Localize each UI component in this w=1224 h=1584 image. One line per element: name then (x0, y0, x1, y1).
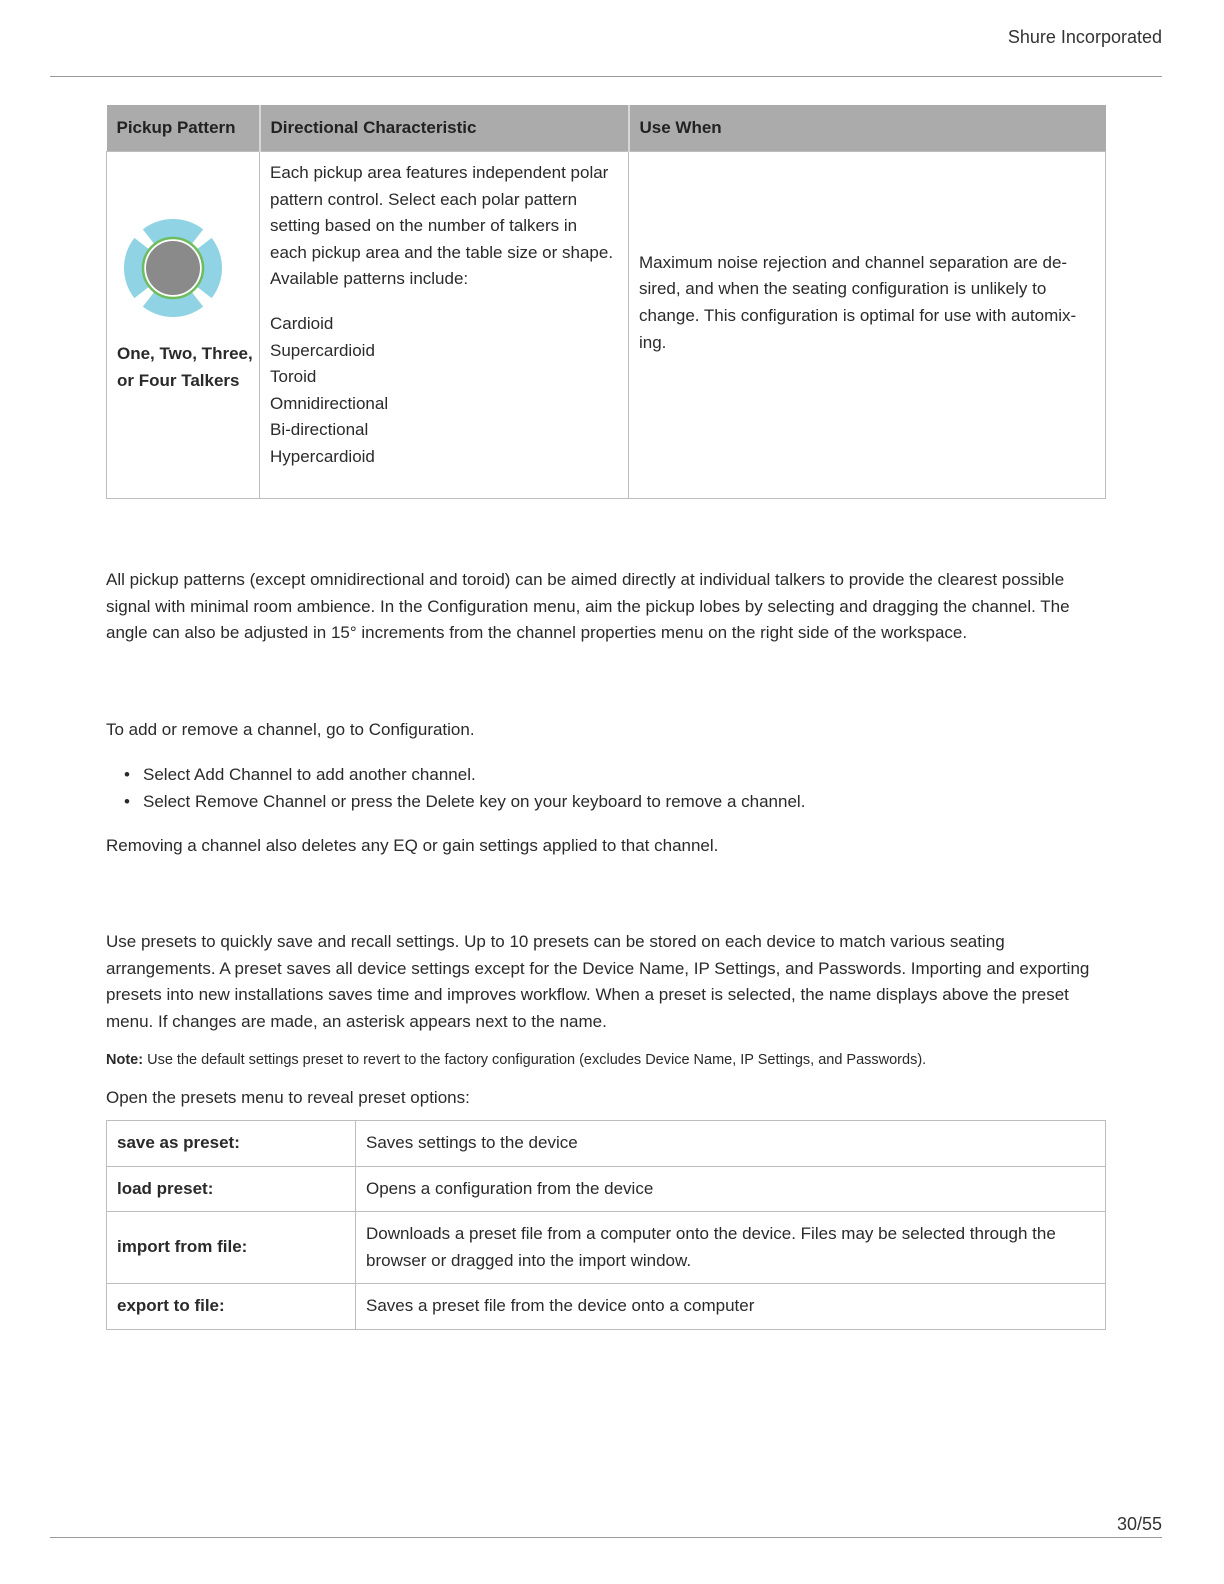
note-label: Note: (106, 1052, 144, 1068)
option-description: Saves settings to the device (356, 1121, 1106, 1167)
pattern-lobe-3 (143, 292, 203, 317)
list-item: Bi-directional (270, 420, 369, 440)
pattern-lobe-1 (143, 219, 203, 244)
list-item: Toroid (270, 367, 317, 387)
list-item: Hypercardioid (270, 446, 375, 466)
option-description: Opens a configuration from the device (356, 1166, 1106, 1212)
table-row (107, 1166, 1106, 1212)
header-company-name: Shure Incorporated (1007, 27, 1162, 47)
table-row (107, 152, 1106, 499)
option-name: save as preset: (107, 1121, 356, 1167)
use-when-cell (629, 152, 1106, 499)
table-row (107, 1212, 1106, 1284)
note-text: Use the default settings preset to revert to the factory configuration (excludes Device Name, IP Settings, and Passwords). (147, 1052, 927, 1068)
list-item: Supercardioid (270, 340, 375, 360)
aim-lobes-paragraph: All pickup patterns (except omnidirectional and toroid) can be aimed directly at individual talkers to provide the clearest possible signal with minimal room ambience. In the Configuration menu, aim the pickup lobes by selecting and dragging the channel. The angle can also be adjusted in 15° increments from the channel properties menu on the right side of the workspace. (106, 570, 1070, 643)
list-item: • Select Remove Channel or press the Delete key on your keyboard to remove a channel. (106, 789, 1106, 816)
option-name: export to file: (107, 1284, 356, 1330)
column-header-directional-characteristic: Directional Characteristic (260, 105, 629, 152)
pickup-pattern-table (106, 105, 1106, 499)
pattern-list (270, 311, 618, 471)
talkers-label: One, Two, Three, or Four Talkers (117, 344, 253, 390)
removing-channel-note: Removing a channel also deletes any EQ or gain settings applied to that channel. (106, 836, 719, 855)
preset-options-table (106, 1120, 1106, 1330)
option-description: Saves a preset file from the device onto a computer (356, 1284, 1106, 1330)
column-header-use-when: Use When (629, 105, 1106, 152)
pickup-pattern-cell (107, 152, 260, 499)
page-number: 30/55 (1116, 1514, 1162, 1534)
table-row (107, 1121, 1106, 1167)
pattern-lobe-2 (197, 238, 222, 298)
add-remove-channel-intro: To add or remove a channel, go to Configuration. (106, 720, 475, 739)
list-item: Omnidirectional (270, 393, 389, 413)
header-divider (50, 76, 1162, 77)
footer-divider (50, 1537, 1162, 1538)
list-item: Cardioid (270, 313, 334, 333)
presets-note (106, 1050, 1106, 1070)
presets-paragraph: Use presets to quickly save and recall settings. Up to 10 presets can be stored on each device to match various seating arrangements. A preset saves all device settings except for the Device Name, IP Settings, and Passwords. Importing and exporting presets into new installations saves time and improves workflow. When a preset is selected, the name displays above the preset menu. If changes are made, an asterisk appears next to the name. (106, 932, 1090, 1031)
pattern-lobe-4 (124, 238, 149, 298)
use-when-text: Maximum noise rejection and channel separation are desired, and when the seating configuration is unlikely to change. This configuration is optimal for use with automixing. (639, 252, 1077, 352)
pattern-description: Each pickup area features independent polar pattern control. Select each polar pattern setting based on the number of talkers in each pickup area and the table size or shape. Available patterns include: (270, 163, 614, 289)
directional-characteristic-cell (260, 152, 629, 499)
option-name: load preset: (107, 1166, 356, 1212)
multi-lobe-pattern-icon (123, 218, 223, 318)
list-item: • Select Add Channel to add another channel. (106, 762, 1106, 789)
table-row (107, 1284, 1106, 1330)
option-description: Downloads a preset file from a computer onto the device. Files may be selected through the browser or dragged into the import window. (356, 1212, 1106, 1284)
open-presets-text: Open the presets menu to reveal preset options: (106, 1088, 470, 1107)
option-name: import from file: (107, 1212, 356, 1284)
pattern-center (146, 241, 200, 295)
table-header-row (107, 105, 1106, 152)
column-header-pickup-pattern: Pickup Pattern (107, 105, 260, 152)
channel-bullet-list (106, 762, 1106, 815)
